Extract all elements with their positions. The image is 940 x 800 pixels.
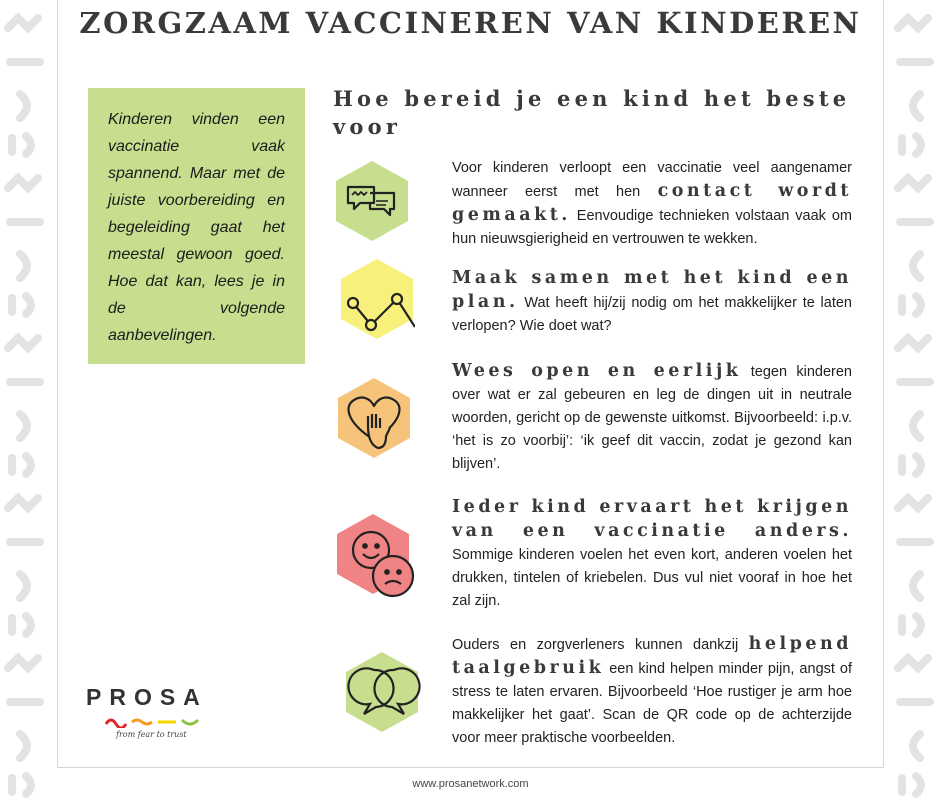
item-contact-pre: Voor kinderen verloopt een vaccinatie veel aangenamer wanneer eerst met hen: [452, 160, 852, 200]
item-contact-post: Eenvoudige technieken volstaan vaak om hun nieuwsgierigheid en vertrouwen te wekken.: [452, 208, 852, 247]
decorative-stroke: [913, 254, 920, 278]
speech-circles-icon: [344, 650, 420, 734]
decorative-stroke: [898, 338, 928, 348]
item-plan-post: Wat heeft hij/zij nodig om het makkelijker te laten verlopen? Wie doet wat?: [452, 295, 852, 334]
logo-tagline: from fear to trust: [116, 730, 187, 739]
logo-color-waves: [104, 716, 214, 728]
footer-url: www.prosanetwork.com: [412, 778, 529, 790]
decorative-stroke: [20, 254, 27, 278]
item-experience-post: Sommige kinderen voelen het even kort, anderen voelen het drukken, tintelen of kriebelen. Dus vul niet vooraf in hoe het zal zijn.: [452, 547, 852, 609]
item-language-post: een kind helpen minder pijn, angst of stress te laten ervaren. Bijvoorbeeld ‘Hoe rustiger je arm hoe makkelijker het gaat’. Scan de QR code op de achterzijde voor meer praktische voorbeelden.: [452, 661, 852, 746]
faces-icon: [335, 512, 411, 596]
decorative-stroke: [913, 574, 920, 598]
decorative-stroke: [20, 574, 27, 598]
logo-word: PROSA: [86, 684, 208, 710]
decorative-stroke: [8, 178, 38, 188]
decorative-stroke: [913, 94, 920, 118]
decorative-stroke: [20, 414, 27, 438]
item-language-pre: Ouders en zorgverleners kunnen dankzij: [452, 637, 749, 653]
item-open-post: tegen kinderen over wat er zal gebeuren en leg de dingen uit in neutrale woorden, gericht op de gewenste uitkomst. Bijvoorbeeld: i.p.v. ‘het is zo voorbij’: ‘ik geef dit vaccin, zodat je gezond kan blijven’.: [452, 364, 852, 472]
decorative-stroke: [12, 136, 31, 154]
decorative-stroke: [12, 776, 31, 794]
left-decorative-pattern: [0, 0, 50, 800]
item-plan-bold: Maak samen met het kind een plan.: [452, 268, 852, 312]
item-open-bold: Wees open en eerlijk: [452, 361, 742, 381]
heart-hand-icon: [336, 376, 412, 460]
decorative-stroke: [8, 498, 38, 508]
item-open: [452, 360, 852, 476]
decorative-stroke: [902, 776, 921, 794]
decorative-stroke: [898, 18, 928, 28]
path-plan-icon: [339, 257, 415, 341]
decorative-stroke: [20, 734, 27, 758]
decorative-stroke: [913, 414, 920, 438]
decorative-stroke: [12, 456, 31, 474]
page-title: ZORGZAAM VACCINEREN VAN KINDEREN: [79, 6, 862, 40]
decorative-stroke: [898, 178, 928, 188]
chat-bubbles-icon: [334, 159, 410, 243]
right-decorative-pattern: [890, 0, 940, 800]
section-heading: Hoe bereid je een kind het beste voor: [333, 86, 851, 139]
decorative-stroke: [12, 616, 31, 634]
decorative-stroke: [898, 498, 928, 508]
decorative-stroke: [902, 136, 921, 154]
decorative-stroke: [913, 734, 920, 758]
item-experience-bold: Ieder kind ervaart het krijgen van een vaccinatie anders.: [452, 497, 852, 541]
intro-box: Kinderen vinden een vaccinatie vaak spannend. Maar met de juiste voorbereiding en begeleiding gaat het meestal gewoon goed. Hoe dat kan, lees je in de volgende aanbevelingen.: [88, 88, 305, 364]
item-language-bold: helpend taalgebruik: [452, 634, 852, 678]
decorative-stroke: [12, 296, 31, 314]
item-contact-bold: contact wordt gemaakt.: [452, 181, 852, 225]
decorative-stroke: [898, 658, 928, 668]
item-contact: [452, 157, 852, 251]
item-experience: [452, 496, 852, 613]
item-plan: [452, 267, 852, 338]
item-language: [452, 633, 852, 750]
decorative-stroke: [8, 18, 38, 28]
prosa-logo: [86, 684, 216, 744]
decorative-stroke: [902, 296, 921, 314]
decorative-stroke: [8, 338, 38, 348]
decorative-stroke: [902, 616, 921, 634]
decorative-stroke: [8, 658, 38, 668]
decorative-stroke: [20, 94, 27, 118]
decorative-stroke: [902, 456, 921, 474]
